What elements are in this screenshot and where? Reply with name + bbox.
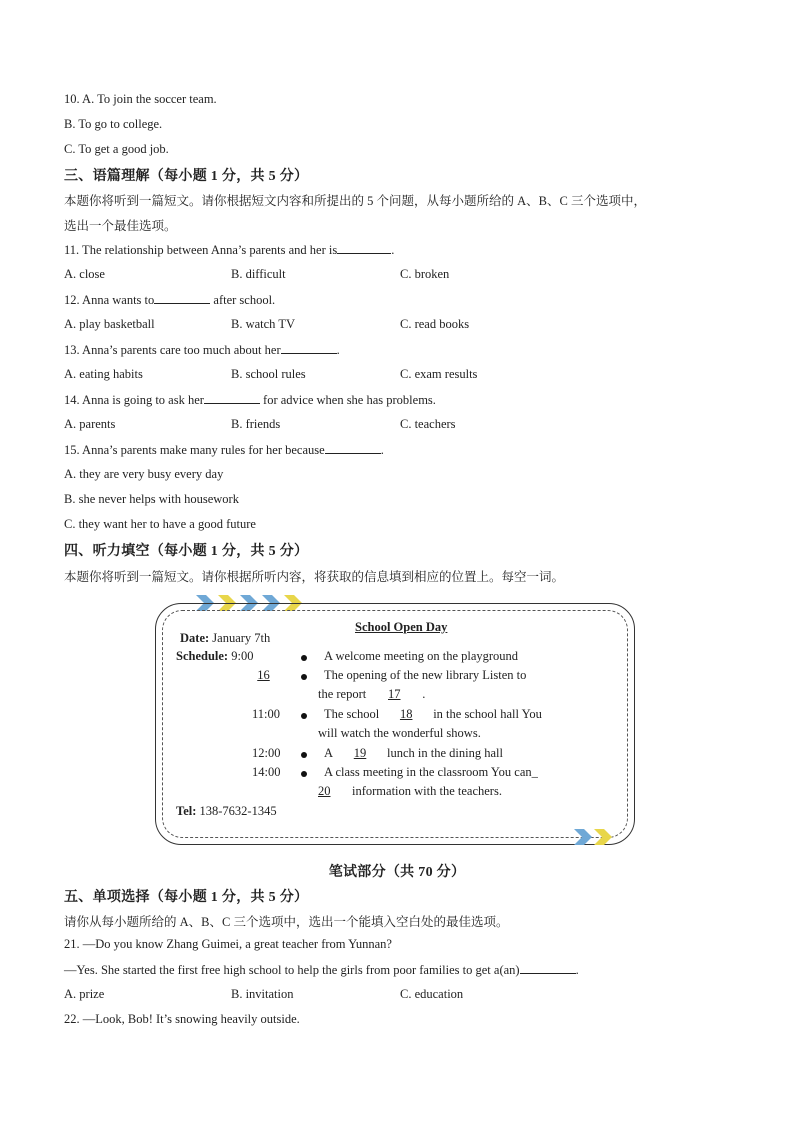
q14-option-b: B. friends bbox=[231, 417, 281, 431]
q11-stem bbox=[64, 242, 394, 258]
schedule-event-1: A welcome meeting on the playground bbox=[324, 649, 519, 663]
q15-option-a: A. they are very busy every day bbox=[64, 467, 224, 481]
schedule-event-2-line2 bbox=[318, 687, 425, 702]
q14-option-c: C. teachers bbox=[400, 417, 456, 431]
event-text-end: information with the teachers. bbox=[352, 784, 502, 798]
answer-blank-19: 19 bbox=[353, 746, 367, 760]
tel-label: Tel: bbox=[176, 804, 197, 818]
schedule-time-1 bbox=[176, 649, 253, 664]
q12-stem bbox=[64, 292, 275, 308]
q21-stem-end: . bbox=[575, 963, 579, 977]
section5-title: 五、单项选择（每小题 1 分，共 5 分） bbox=[64, 890, 309, 905]
notice-title: School Open Day bbox=[355, 620, 448, 634]
q12-stem-end: after school. bbox=[210, 293, 276, 307]
notice-tel bbox=[176, 804, 277, 819]
q21-line1: 21. —Do you know Zhang Guimei, a great teacher from Yunnan? bbox=[64, 937, 392, 951]
event-text-end: in the school hall You bbox=[433, 707, 542, 721]
section3-title: 三、语篇理解（每小题 1 分，共 5 分） bbox=[64, 169, 309, 184]
schedule-time-5: 14:00 bbox=[252, 765, 281, 779]
arrow-decoration-bottom bbox=[574, 829, 620, 845]
event-text: the report bbox=[318, 687, 367, 701]
schedule-event-5-line1: A class meeting in the classroom You can_ bbox=[324, 765, 538, 779]
schedule-event-3-line2: will watch the wonderful shows. bbox=[318, 726, 481, 740]
q21-option-b: B. invitation bbox=[231, 987, 294, 1001]
q21-option-a: A. prize bbox=[64, 987, 105, 1001]
answer-blank bbox=[154, 292, 210, 304]
q14-stem bbox=[64, 392, 436, 408]
section3-instruction-1: 本题你将听到一篇短文。请你根据短文内容和所提出的 5 个问题，从每小题所给的 A、B、C 三个选项中， bbox=[64, 194, 646, 208]
q11-option-c: C. broken bbox=[400, 267, 450, 281]
q12-option-a: A. play basketball bbox=[64, 317, 155, 331]
time-value: 9:00 bbox=[228, 649, 254, 663]
schedule-time-3: 11:00 bbox=[252, 707, 281, 721]
answer-blank-17: 17 bbox=[388, 687, 401, 701]
q15-stem-text: 15. Anna’s parents make many rules for her because bbox=[64, 443, 325, 457]
bullet-icon bbox=[301, 674, 307, 680]
section3-instruction-2: 选出一个最佳选项。 bbox=[64, 219, 177, 233]
bullet-icon bbox=[301, 655, 307, 661]
written-part-title: 笔试部分（共 70 分） bbox=[328, 865, 466, 880]
q11-stem-end: . bbox=[391, 243, 395, 257]
q14-stem-text: 14. Anna is going to ask her bbox=[64, 393, 204, 407]
blank-number: 16 bbox=[257, 668, 270, 682]
bullet-icon bbox=[301, 771, 307, 777]
q11-option-b: B. difficult bbox=[231, 267, 286, 281]
q10-option-b: B. To go to college. bbox=[64, 117, 163, 131]
answer-blank bbox=[325, 442, 381, 454]
q11-stem-text: 11. The relationship between Anna’s parents and her is bbox=[64, 243, 338, 257]
answer-blank-16 bbox=[236, 668, 291, 683]
schedule-time-4: 12:00 bbox=[252, 746, 281, 760]
date-label: Date: bbox=[180, 631, 210, 645]
q11-option-a: A. close bbox=[64, 267, 105, 281]
tel-value: 138-7632-1345 bbox=[196, 804, 277, 818]
answer-blank bbox=[337, 242, 391, 254]
answer-blank-20: 20 bbox=[318, 784, 331, 798]
q13-stem bbox=[64, 342, 340, 358]
answer-blank bbox=[204, 392, 260, 404]
schedule-event-3-line1 bbox=[324, 707, 542, 722]
q13-stem-text: 13. Anna’s parents care too much about her bbox=[64, 343, 281, 357]
chevron-arrows-icon bbox=[574, 829, 612, 845]
answer-blank-18: 18 bbox=[399, 707, 413, 721]
q13-stem-end: . bbox=[336, 343, 340, 357]
q14-stem-end: for advice when she has problems. bbox=[259, 393, 436, 407]
event-text-end: . bbox=[422, 687, 426, 701]
q12-option-b: B. watch TV bbox=[231, 317, 295, 331]
q15-option-b: B. she never helps with housework bbox=[64, 492, 239, 506]
q13-option-c: C. exam results bbox=[400, 367, 478, 381]
q15-stem-end: . bbox=[380, 443, 384, 457]
q15-option-c: C. they want her to have a good future bbox=[64, 517, 256, 531]
school-open-day-notice bbox=[155, 603, 635, 845]
answer-blank bbox=[520, 962, 576, 974]
q12-option-c: C. read books bbox=[400, 317, 470, 331]
section4-instruction: 本题你将听到一篇短文。请你根据所听内容，将获取的信息填到相应的位置上。每空一词。 bbox=[64, 570, 565, 584]
notice-date bbox=[180, 631, 270, 646]
q14-option-a: A. parents bbox=[64, 417, 116, 431]
bullet-icon bbox=[301, 713, 307, 719]
event-text: A bbox=[324, 746, 334, 760]
q15-stem bbox=[64, 442, 384, 458]
schedule-event-4 bbox=[324, 746, 503, 761]
q21-line2 bbox=[64, 962, 579, 978]
q21-option-c: C. education bbox=[400, 987, 464, 1001]
event-text: The school bbox=[324, 707, 380, 721]
q13-option-a: A. eating habits bbox=[64, 367, 143, 381]
bullet-icon bbox=[301, 752, 307, 758]
section5-instruction: 请你从每小题所给的 A、B、C 三个选项中，选出一个能填入空白处的最佳选项。 bbox=[64, 915, 509, 929]
schedule-event-5-line2 bbox=[318, 784, 502, 799]
schedule-event-2-line1: The opening of the new library Listen to bbox=[324, 668, 527, 682]
q13-option-b: B. school rules bbox=[231, 367, 306, 381]
schedule-label: Schedule: bbox=[176, 649, 229, 663]
event-text-end: lunch in the dining hall bbox=[387, 746, 503, 760]
q22-line1: 22. —Look, Bob! It’s snowing heavily outside. bbox=[64, 1012, 300, 1026]
q10-option-a: 10. A. To join the soccer team. bbox=[64, 92, 217, 106]
section4-title: 四、听力填空（每小题 1 分，共 5 分） bbox=[64, 544, 309, 559]
q12-stem-text: 12. Anna wants to bbox=[64, 293, 155, 307]
q10-option-c: C. To get a good job. bbox=[64, 142, 169, 156]
q21-stem-text: —Yes. She started the first free high school to help the girls from poor families to get a(an) bbox=[64, 963, 520, 977]
date-value: January 7th bbox=[209, 631, 271, 645]
answer-blank bbox=[281, 342, 337, 354]
